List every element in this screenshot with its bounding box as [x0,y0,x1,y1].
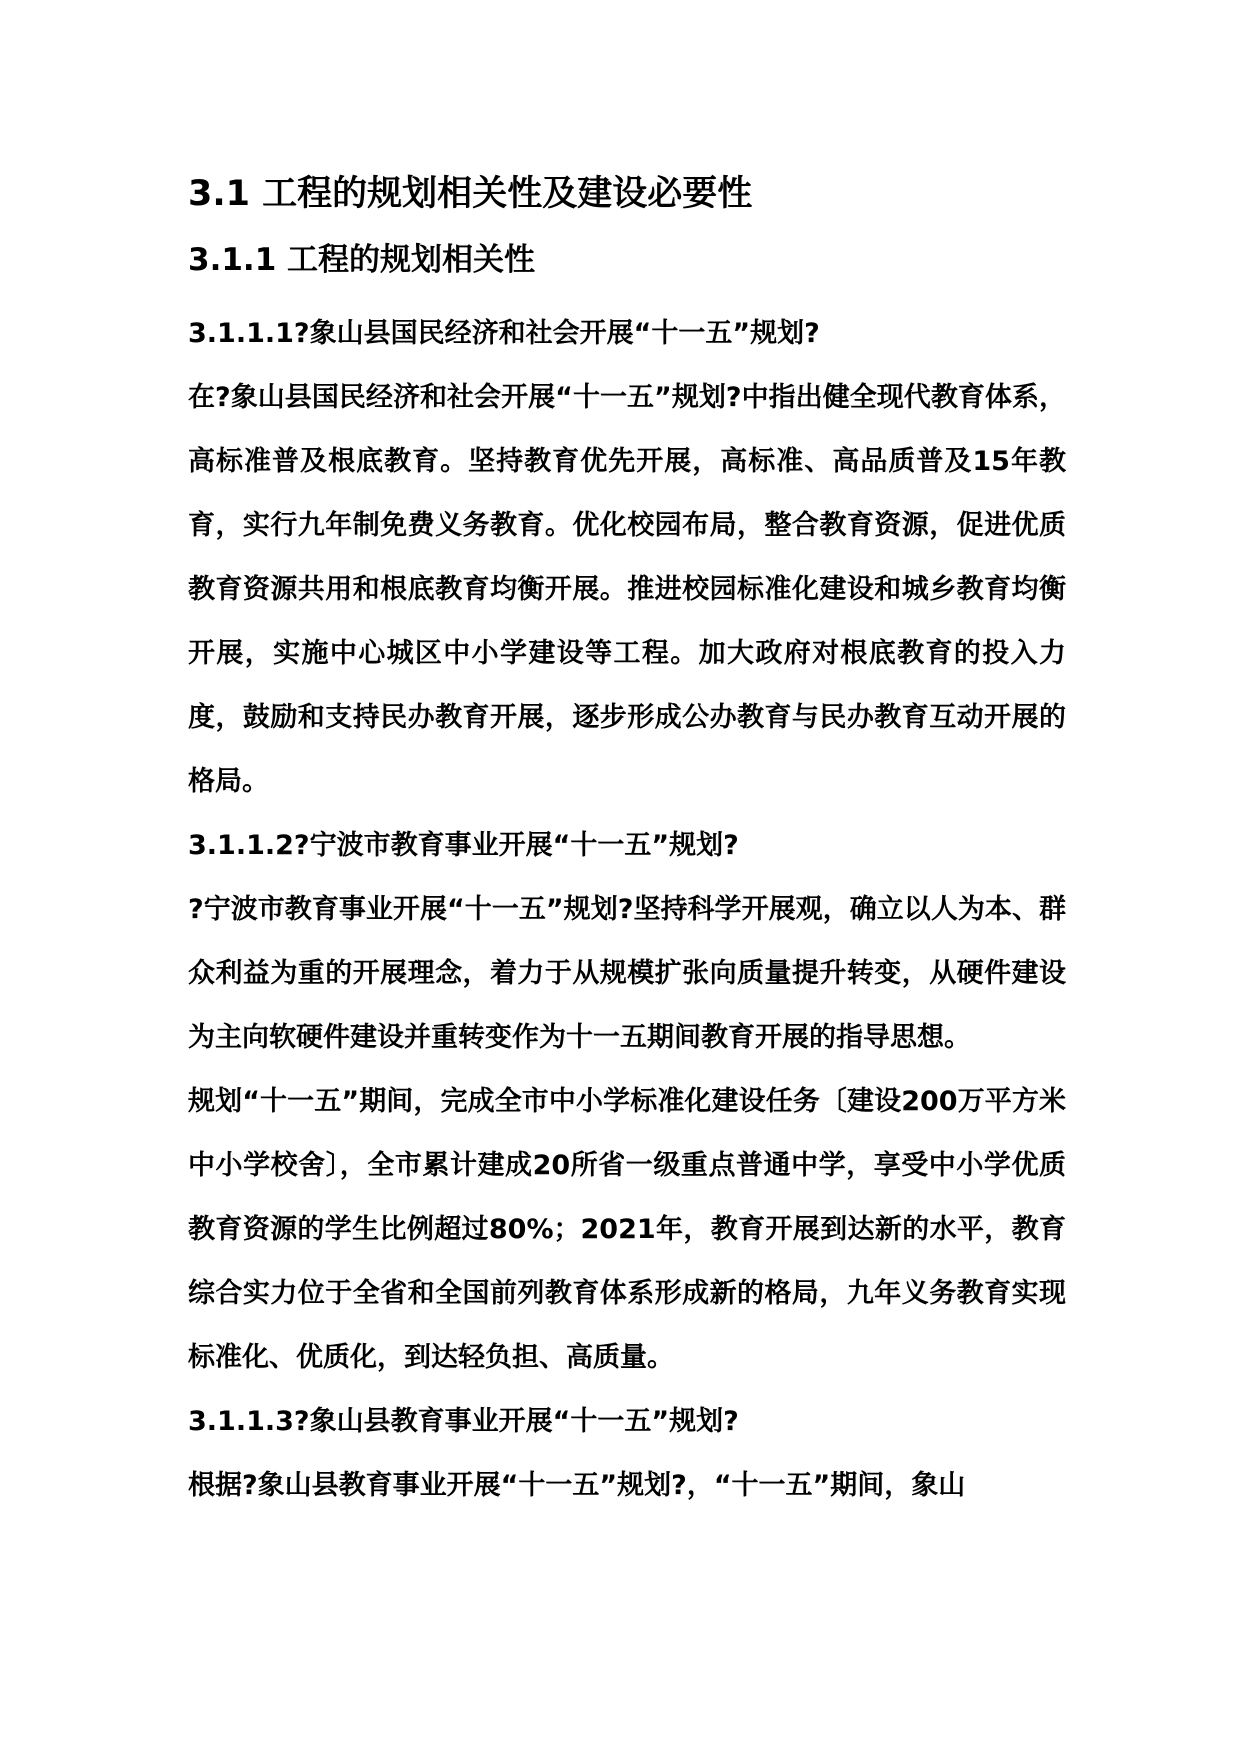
section-heading-3-1: 3.1 工程的规划相关性及建设必要性 [188,174,753,214]
subsubsection-heading-3-1-1-3: 3.1.1.3?象山县教育事业开展“十一五”规划? [188,1406,739,1437]
document-body [188,302,1066,1518]
paragraph: ?宁波市教育事业开展“十一五”规划?坚持科学开展观，确立以人为本、群众利益为重的开展理念，着力于从规模扩张向质量提升转变，从硬件建设为主向软硬件建设并重转变作为十一五期间教育开展的指导思想。 [188,894,1066,1053]
subsection-heading-3-1-1: 3.1.1 工程的规划相关性 [188,242,536,278]
subsubsection-heading-3-1-1-2: 3.1.1.2?宁波市教育事业开展“十一五”规划? [188,830,739,861]
paragraph: 根据?象山县教育事业开展“十一五”规划?，“十一五”期间，象山 [188,1470,966,1501]
subsubsection-heading-3-1-1-1: 3.1.1.1?象山县国民经济和社会开展“十一五”规划? [188,318,820,349]
paragraph: 规划“十一五”期间，完成全市中小学标准化建设任务〔建设200万平方米中小学校舍〕，全市累计建成20所省一级重点普通中学，享受中小学优质教育资源的学生比例超过80%；2021年，教育开展到达新的水平，教育综合实力位于全省和全国前列教育体系形成新的格局，九年义务教育实现标准化、优质化，到达轻负担、高质量。 [188,1086,1066,1373]
paragraph: 在?象山县国民经济和社会开展“十一五”规划?中指出健全现代教育体系，高标准普及根底教育。坚持教育优先开展，高标准、高品质普及15年教育，实行九年制免费义务教育。优化校园布局，整合教育资源，促进优质教育资源共用和根底教育均衡开展。推进校园标准化建设和城乡教育均衡开展，实施中心城区中小学建设等工程。加大政府对根底教育的投入力度，鼓励和支持民办教育开展，逐步形成公办教育与民办教育互动开展的格局。 [188,382,1066,797]
